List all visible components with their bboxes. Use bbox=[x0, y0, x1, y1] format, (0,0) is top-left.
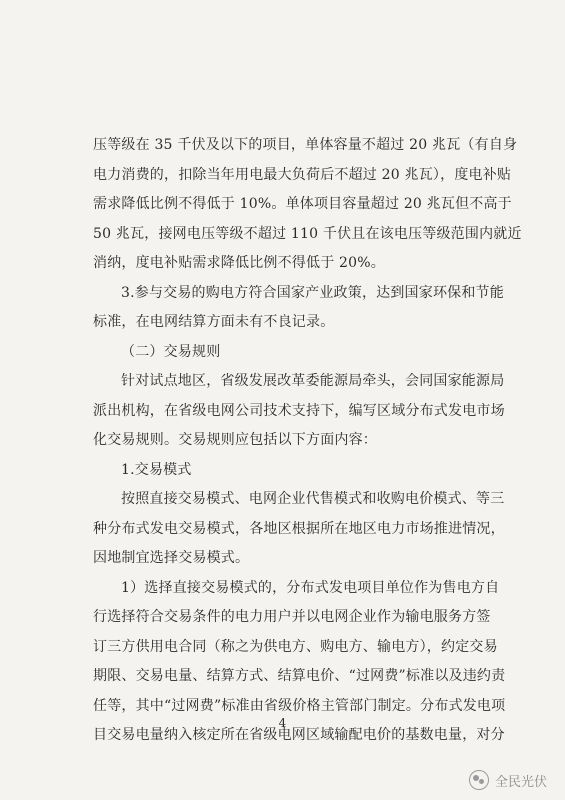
document-body bbox=[93, 136, 522, 756]
text-line: （二）交易规则 bbox=[121, 343, 221, 360]
text-line: 因地制宜选择交易模式。 bbox=[93, 550, 250, 566]
text-line: 1）选择直接交易模式的，分布式发电项目单位作为售电方自 bbox=[121, 579, 500, 596]
text-line: 种分布式发电交易模式，各地区根据所在地区电力市场推进情况， bbox=[93, 520, 505, 537]
text-line: 按照直接交易模式、电网企业代售模式和收购电价模式、等三 bbox=[121, 491, 505, 507]
text-line: 3.参与交易的购电方符合国家产业政策，达到国家环保和节能 bbox=[121, 284, 504, 301]
text-line: 行选择符合交易条件的电力用户并以电网企业作为输电服务方签 bbox=[93, 609, 491, 625]
text-line: 订三方供用电合同（称之为供电方、购电方、输电方），约定交易 bbox=[93, 638, 498, 655]
text-line: 化交易规则。交易规则应包括以下方面内容： bbox=[93, 432, 377, 448]
text-line: 需求降低比例不得低于 10%。单体项目容量超过 20 兆瓦但不高于 bbox=[93, 196, 512, 212]
page-number: 4 bbox=[278, 716, 287, 730]
watermark-label: 全民光伏 bbox=[494, 774, 547, 790]
text-line: 50 兆瓦，接网电压等级不超过 110 千伏且在该电压等级范围内就近 bbox=[93, 225, 522, 242]
text-line: 任等，其中“过网费”标准由省级价格主管部门制定。分布式发电项 bbox=[93, 697, 506, 714]
text-line: 消纳，度电补贴需求降低比例不得低于 20%。 bbox=[93, 255, 385, 271]
text-line: 压等级在 35 千伏及以下的项目，单体容量不超过 20 兆瓦（有自身 bbox=[93, 137, 518, 153]
text-line: 期限、交易电量、结算方式、结算电价、“过网费”标准以及违约责 bbox=[93, 668, 506, 684]
text-line: 1.交易模式 bbox=[121, 461, 192, 478]
text-line: 目交易电量纳入核定所在省级电网区域输配电价的基数电量，对分 bbox=[93, 727, 505, 743]
text-line: 标准，在电网结算方面未有不良记录。 bbox=[93, 314, 335, 330]
text-line: 派出机构，在省级电网公司技术支持下，编写区域分布式发电市场 bbox=[93, 402, 505, 419]
text-line: 电力消费的，扣除当年用电最大负荷后不超过 20 兆瓦），度电补贴 bbox=[93, 166, 512, 183]
wechat-icon bbox=[469, 770, 489, 790]
text-line: 针对试点地区，省级发展改革委能源局牵头，会同国家能源局 bbox=[121, 373, 505, 389]
watermark bbox=[469, 770, 547, 790]
